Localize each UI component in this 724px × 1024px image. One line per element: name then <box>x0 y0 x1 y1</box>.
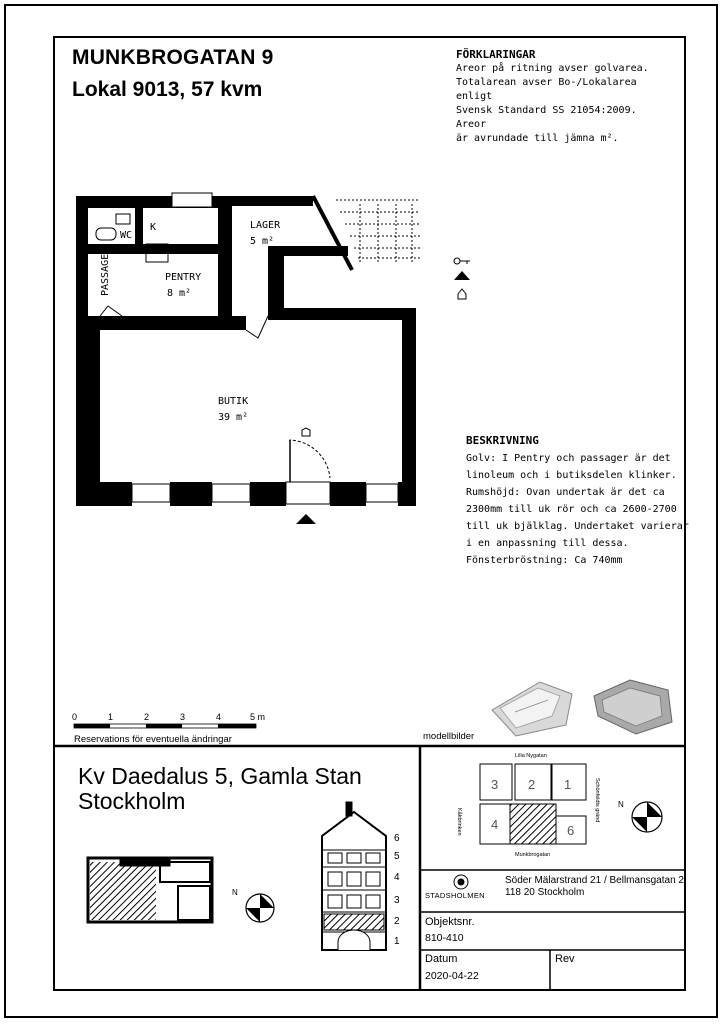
street-label: Munkbrogatan <box>515 852 551 858</box>
room-label-pentry: PENTRY <box>165 272 202 283</box>
reservation-note: Reservations för eventuella ändringar <box>74 734 232 745</box>
floor-label: 1 <box>394 936 400 947</box>
date-label: Datum <box>425 953 458 965</box>
street-label: Schönfeldts gränd <box>594 778 600 823</box>
description-line: till uk bjälklag. Undertaket varierar <box>466 521 689 532</box>
scale-tick: 2 <box>144 712 150 722</box>
scale-tick: 4 <box>216 712 222 722</box>
north-arrow-icon <box>632 802 662 832</box>
description-line: linoleum och i butiksdelen klinker. <box>466 470 677 481</box>
room-label-wc: WC <box>120 230 133 241</box>
street-label: Kåkbrinken <box>456 808 462 836</box>
site-block-number: 3 <box>491 777 499 792</box>
site-block-number: 4 <box>491 817 499 832</box>
room-label-k: K <box>150 222 157 233</box>
description-line: i en anpassning till dessa. <box>466 538 629 549</box>
company-address-line: Söder Mälarstrand 21 / Bellmansgatan 2 <box>505 875 684 886</box>
scale-tick: 5 m <box>250 712 266 722</box>
scale-tick: 0 <box>72 712 78 722</box>
floor-label: 4 <box>394 872 400 883</box>
scale-tick: 1 <box>108 712 114 722</box>
floor-label: 6 <box>394 833 400 844</box>
unit-subtitle: Lokal 9013, 57 kvm <box>72 78 263 101</box>
floor-label: 3 <box>394 895 400 906</box>
room-label-butik: BUTIK <box>218 396 249 407</box>
north-label: N <box>618 800 624 809</box>
legend-heading: FÖRKLARINGAR <box>456 48 536 61</box>
description-line: Fönsterbröstning: Ca 740mm <box>466 555 623 566</box>
description-line: 2300mm till uk rör och ca 2600-2700 <box>466 504 677 515</box>
room-area-butik: 39 m² <box>218 412 249 423</box>
description-line: Golv: I Pentry och passager är det <box>466 453 671 464</box>
description-line: Rumshöjd: Ovan undertak är det ca <box>466 487 665 498</box>
room-label-lager: LAGER <box>250 220 281 231</box>
models-label: modellbilder <box>423 731 475 742</box>
building-section <box>322 802 386 950</box>
company-address <box>505 875 684 899</box>
revision-label: Rev <box>555 953 575 965</box>
legend-line: är avrundade till jämna m². <box>456 133 619 144</box>
key-plan <box>88 858 212 922</box>
page-title: MUNKBROGATAN 9 <box>72 46 274 69</box>
date-value: 2020-04-22 <box>425 970 479 982</box>
object-number: 810-410 <box>425 932 464 944</box>
property-name: Kv Daedalus 5, Gamla Stan <box>78 763 362 789</box>
street-label: Lilla Nygatan <box>515 753 547 759</box>
room-label-passage: PASSAGE <box>100 253 111 296</box>
floor-label: 2 <box>394 916 400 927</box>
city-name: Stockholm <box>78 788 186 814</box>
room-area-pentry: 8 m² <box>167 288 192 299</box>
scale-tick: 3 <box>180 712 186 722</box>
object-label: Objektsnr. <box>425 916 475 928</box>
north-label: N <box>232 888 238 897</box>
legend-line: Areor på ritning avser golvarea. <box>456 63 649 74</box>
legend-line: Totalarean avser Bo-/Lokalarea enligt <box>456 77 637 102</box>
site-block-number: 1 <box>564 777 572 792</box>
floor-label: 5 <box>394 851 400 862</box>
north-arrow-icon <box>246 894 274 922</box>
site-block-number: 6 <box>567 823 575 838</box>
company-logo <box>454 875 468 889</box>
description-heading: BESKRIVNING <box>466 434 539 447</box>
legend-line: Svensk Standard SS 21054:2009. Areor <box>456 105 637 130</box>
room-area-lager: 5 m² <box>250 236 275 247</box>
company-address-line: 118 20 Stockholm <box>505 887 585 898</box>
site-block-number: 2 <box>528 777 536 792</box>
company-name: STADSHOLMEN <box>425 891 485 900</box>
